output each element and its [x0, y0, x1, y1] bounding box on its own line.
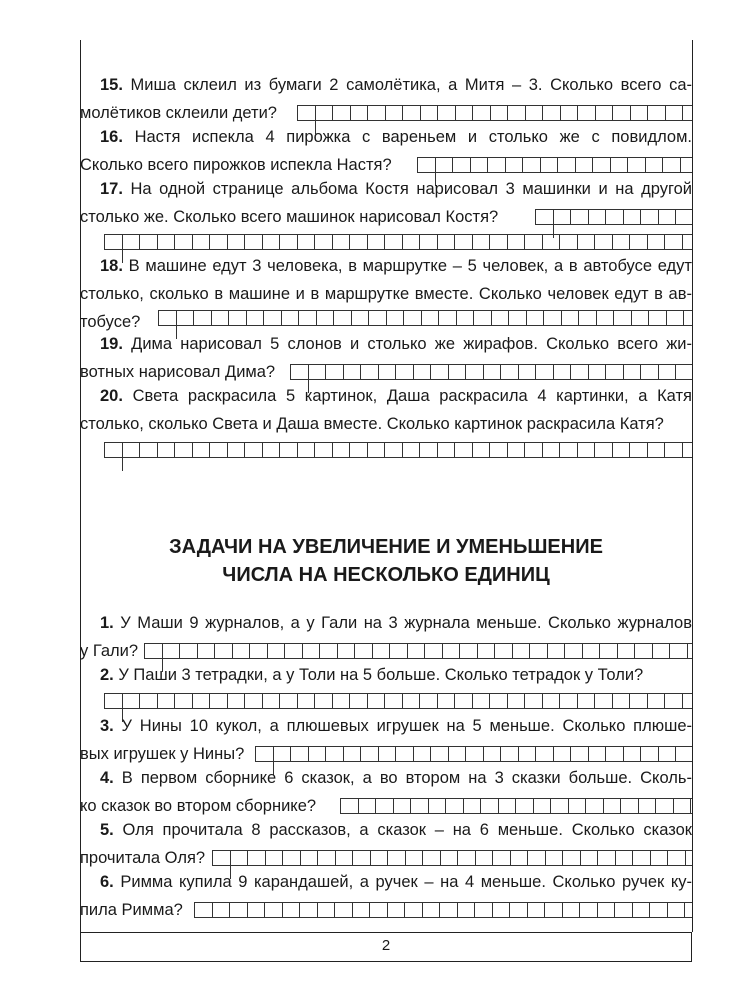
- task-number: 17.: [100, 180, 123, 198]
- task-number: 20.: [100, 387, 123, 405]
- answer-grid[interactable]: [104, 693, 692, 709]
- task-text-line: вых игрушек у Нины?: [80, 745, 245, 763]
- answer-grid[interactable]: [340, 798, 692, 814]
- task-number: 19.: [100, 335, 123, 353]
- page-number: 2: [381, 937, 391, 954]
- task-2: [80, 661, 692, 689]
- section-heading-line-1: ЗАДАЧИ НА УВЕЛИЧЕНИЕ И УМЕНЬШЕНИЕ: [169, 536, 603, 558]
- task-number: 5.: [100, 821, 114, 839]
- answer-grid[interactable]: [104, 234, 692, 250]
- task-number: 3.: [100, 717, 114, 735]
- task-text-line: Сколько всего пирожков испекла Настя?: [80, 156, 392, 174]
- answer-grid[interactable]: [158, 310, 692, 326]
- answer-grid[interactable]: [417, 157, 692, 173]
- task-text-line: У Паши 3 тетрадки, а у Толи на 5 больше. Сколько тетрадок у Толи?: [118, 666, 644, 684]
- task-number: 2.: [100, 666, 114, 684]
- task-text-line: Света раскрасила 5 картинок, Даша раскрасила 4 картинки, а Катя: [132, 387, 692, 405]
- task-text-line: На одной странице альбома Костя нарисовал 3 машинки и на другой: [130, 180, 692, 198]
- task-text-line: ко сказок во втором сборнике?: [80, 797, 317, 815]
- answer-grid[interactable]: [290, 364, 692, 380]
- answer-grid[interactable]: [144, 643, 692, 659]
- task-text-line: В машине едут 3 человека, в маршрутке – 5 человек, а в автобусе едут: [128, 257, 692, 275]
- task-text-line: вотных нарисовал Дима?: [80, 363, 276, 381]
- answer-grid[interactable]: [255, 746, 692, 762]
- task-text-line: В первом сборнике 6 сказок, а во втором на 3 сказки больше. Сколь-: [121, 769, 692, 787]
- section-heading-line-2: ЧИСЛА НА НЕСКОЛЬКО ЕДИНИЦ: [222, 564, 550, 586]
- answer-grid[interactable]: [104, 442, 692, 458]
- task-text-line: пила Римма?: [80, 901, 183, 919]
- task-number: 18.: [100, 257, 123, 275]
- task-text-line: Оля прочитала 8 рассказов, а сказок – на 6 меньше. Сколько сказок: [122, 821, 692, 839]
- task-number: 1.: [100, 614, 114, 632]
- task-number: 15.: [100, 76, 123, 94]
- task-text-line: у Гали?: [80, 642, 139, 660]
- answer-grid[interactable]: [212, 850, 692, 866]
- page-footer: [80, 932, 692, 962]
- task-text-line: молётиков склеили дети?: [80, 104, 277, 122]
- task-number: 6.: [100, 873, 114, 891]
- task-number: 16.: [100, 128, 123, 146]
- task-text-line: У Нины 10 кукол, а плюшевых игрушек на 5 меньше. Сколько плюше-: [121, 717, 693, 735]
- task-text-line: Римма купила 9 карандашей, а ручек – на 4 меньше. Сколько ручек ку-: [120, 873, 692, 891]
- task-20: [80, 382, 692, 438]
- answer-grid[interactable]: [297, 105, 692, 121]
- task-text-line: столько, сколько в машине и в маршрутке вместе. Сколько человек едут в ав-: [80, 285, 692, 303]
- task-text-line: Дима нарисовал 5 слонов и столько же жирафов. Сколько всего жи-: [131, 335, 693, 353]
- page-frame-right: [692, 40, 693, 932]
- task-number: 4.: [100, 769, 114, 787]
- task-text-line: Настя испекла 4 пирожка с вареньем и столько же с повидлом.: [134, 128, 692, 146]
- task-text-line: У Маши 9 журналов, а у Гали на 3 журнала меньше. Сколько журналов: [120, 614, 692, 632]
- task-text-line: Миша склеил из бумаги 2 самолётика, а Митя – 3. Сколько всего са-: [130, 76, 693, 94]
- answer-grid[interactable]: [535, 209, 692, 225]
- answer-grid[interactable]: [194, 902, 692, 918]
- task-text-line: тобусе?: [80, 313, 141, 331]
- task-text-line: столько, сколько Света и Даша вместе. Сколько картинок раскрасила Катя?: [80, 415, 664, 433]
- task-text-line: прочитала Оля?: [80, 849, 206, 867]
- task-text-line: столько же. Сколько всего машинок нарисовал Костя?: [80, 208, 499, 226]
